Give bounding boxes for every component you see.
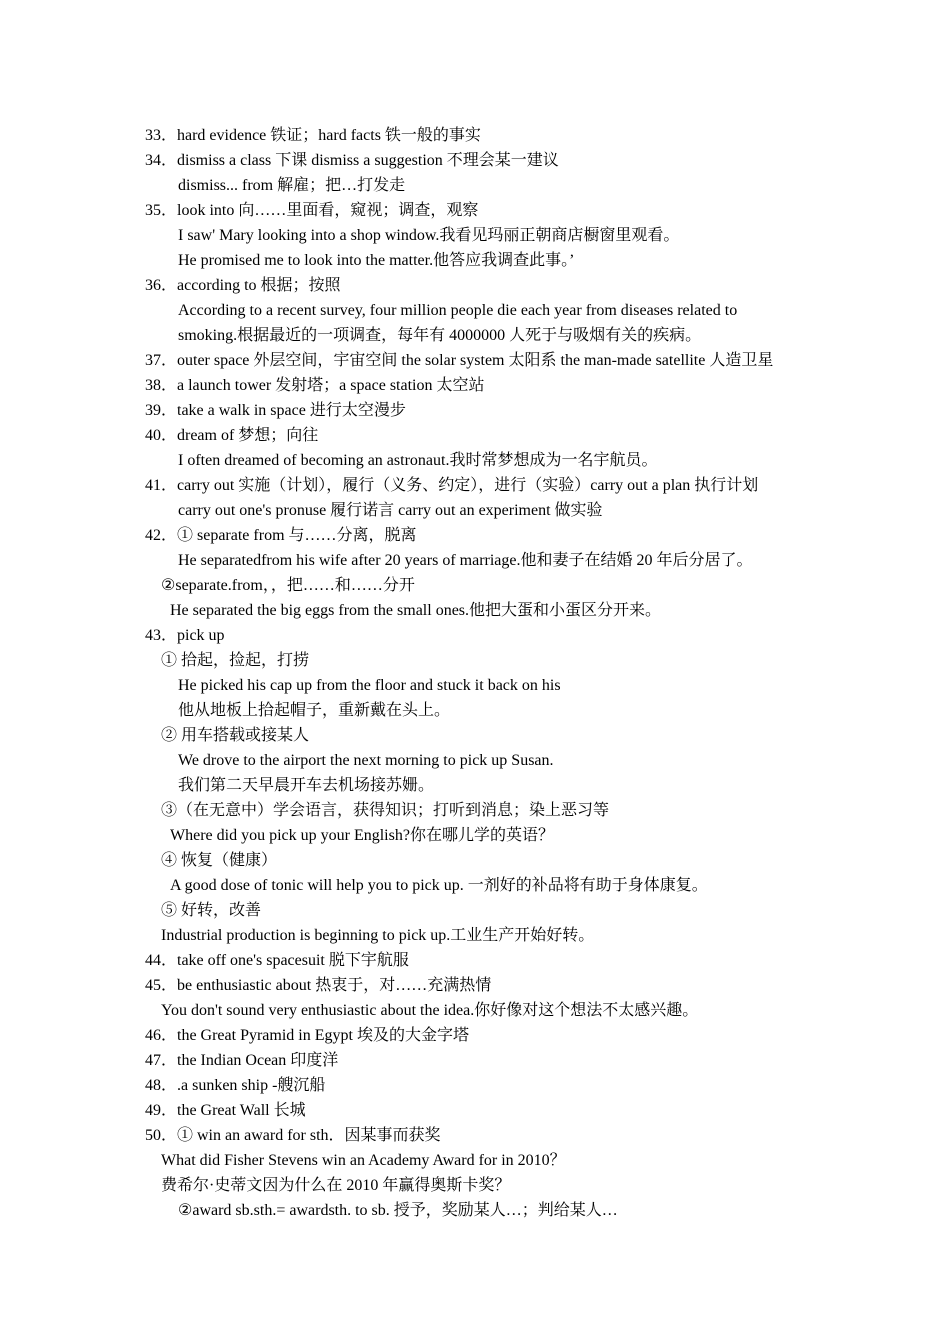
entry-43-sense-2: ② 用车搭载或接某人 [161, 727, 310, 744]
entry-43-example-1-en: He picked his cap up from the floor and stuck it back on his [178, 677, 561, 694]
entry-50-example-en: What did Fisher Stevens win an Academy Award for in 2010？ [161, 1152, 566, 1169]
entry-42-example-1: He separatedfrom his wife after 20 years of marriage.他和妻子在结婚 20 年后分居了。 [178, 552, 753, 569]
entry-43-sense-4: ④ 恢复（健康） [161, 852, 278, 869]
entry-42-example-2: He separated the big eggs from the small ones.他把大蛋和小蛋区分开来。 [170, 602, 662, 619]
entry-50: 50．① win an award for sth．因某事而获奖 [145, 1127, 441, 1144]
entry-50-example-zh: 费希尔·史蒂文因为什么在 2010 年赢得奥斯卡奖？ [161, 1177, 511, 1194]
entry-38: 38．a launch tower 发射塔；a space station 太空站 [145, 377, 485, 394]
entry-36-example-line-2: smoking.根据最近的一项调查，每年有 4000000 人死于与吸烟有关的疾病。 [178, 327, 702, 344]
entry-43: 43．pick up [145, 627, 225, 644]
entry-44: 44．take off one's spacesuit 脱下宇航服 [145, 952, 409, 969]
entry-42: 42．① separate from 与……分离，脱离 [145, 527, 417, 544]
entry-42-sense-2: ②separate.from，，把……和……分开 [161, 577, 415, 594]
entry-45: 45．be enthusiastic about 热衷于，对……充满热情 [145, 977, 492, 994]
entry-43-example-2-zh: 我们第二天早晨开车去机场接苏姗。 [178, 777, 435, 794]
entry-50-sense-2: ②award sb.sth.= awardsth. to sb. 授予，奖励某人…；判给某人… [178, 1202, 618, 1219]
entry-34-line-2: dismiss... from 解雇；把…打发走 [178, 177, 406, 194]
entry-35-example-2: He promised me to look into the matter.他答应我调查此事。’ [178, 252, 575, 269]
entry-34: 34．dismiss a class 下课 dismiss a suggestion 不理会某一建议 [145, 152, 559, 169]
entry-41-line-2: carry out one's pronuse 履行诺言 carry out an experiment 做实验 [178, 502, 603, 519]
entry-35: 35．look into 向……里面看，窥视；调查，观察 [145, 202, 479, 219]
entry-43-sense-3: ③（在无意中）学会语言，获得知识；打听到消息；染上恶习等 [161, 802, 610, 819]
entry-45-example: You don't sound very enthusiastic about the idea.你好像对这个想法不太感兴趣。 [161, 1002, 699, 1019]
entry-39: 39．take a walk in space 进行太空漫步 [145, 402, 406, 419]
entry-43-example-2-en: We drove to the airport the next morning to pick up Susan. [178, 752, 554, 769]
entry-43-example-5: Industrial production is beginning to pick up.工业生产开始好转。 [161, 927, 595, 944]
entry-43-example-1-zh: 他从地板上拾起帽子，重新戴在头上。 [178, 702, 451, 719]
entry-41: 41．carry out 实施（计划），履行（义务、约定），进行（实验）carry out a plan 执行计划 [145, 477, 759, 494]
entry-40-example: I often dreamed of becoming an astronaut.我时常梦想成为一名宇航员。 [178, 452, 658, 469]
entry-36: 36．according to 根据；按照 [145, 277, 341, 294]
entry-37: 37．outer space 外层空间，宇宙空间 the solar system 太阳系 the man-made satellite 人造卫星 [145, 352, 774, 369]
entry-35-example-1: I saw' Mary looking into a shop window.我看见玛丽正朝商店橱窗里观看。 [178, 227, 680, 244]
entry-43-sense-1: ① 拾起，捡起，打捞 [161, 652, 310, 669]
entry-49: 49．the Great Wall 长城 [145, 1102, 306, 1119]
entry-40: 40．dream of 梦想；向往 [145, 427, 319, 444]
entry-33: 33．hard evidence 铁证；hard facts 铁一般的事实 [145, 127, 481, 144]
entry-47: 47．the Indian Ocean 印度洋 [145, 1052, 339, 1069]
entry-43-example-3: Where did you pick up your English?你在哪儿学的英语？ [170, 827, 554, 844]
entry-48: 48．.a sunken ship -艘沉船 [145, 1077, 326, 1094]
entry-36-example-line-1: According to a recent survey, four million people die each year from diseases related to [178, 302, 738, 319]
entry-43-sense-5: ⑤ 好转，改善 [161, 902, 262, 919]
entry-43-example-4: A good dose of tonic will help you to pick up. 一剂好的补品将有助于身体康复。 [170, 877, 708, 894]
entry-46: 46．the Great Pyramid in Egypt 埃及的大金字塔 [145, 1027, 469, 1044]
